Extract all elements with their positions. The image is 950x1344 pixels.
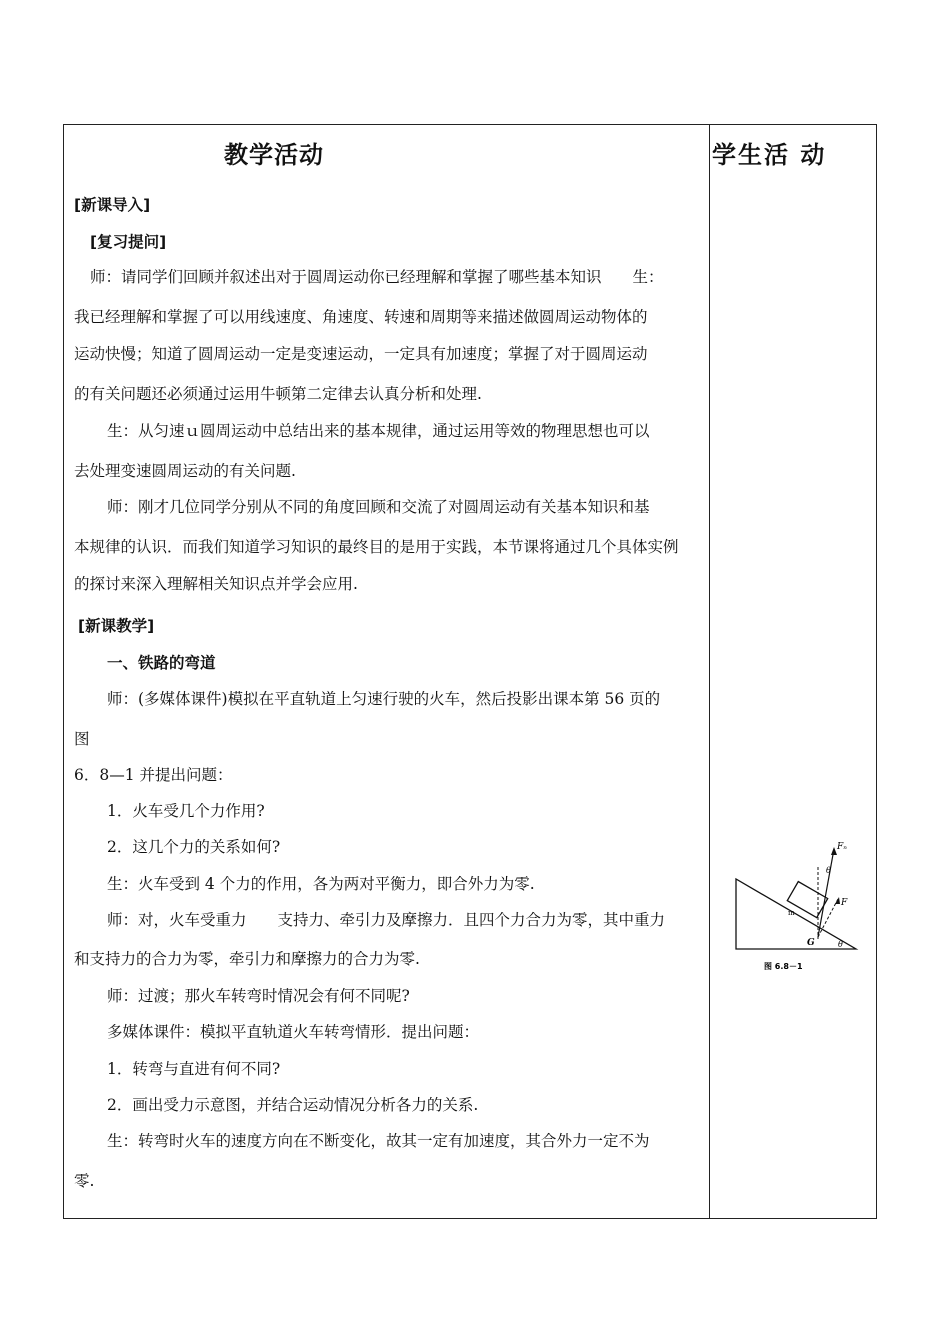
f-label: F xyxy=(841,898,848,908)
text-line: 我已经理解和掌握了可以用线速度、角速度、转速和周期等来描述做圆周运动物体的 xyxy=(74,308,648,326)
student-activity-header: 学生活 动 xyxy=(712,141,827,169)
question-item: 1．火车受几个力作用? xyxy=(107,802,265,820)
question-item: 2．画出受力示意图，并结合运动情况分析各力的关系. xyxy=(107,1096,479,1114)
text-line: 6．8—1 并提出问题： xyxy=(74,766,233,784)
text-line: 师：刚才几位同学分别从不同的角度回顾和交流了对圆周运动有关基本知识和基 xyxy=(107,498,650,516)
teaching-activity-header: 教学活动 xyxy=(224,141,324,169)
theta-angle-label: θ xyxy=(838,940,843,949)
text-line: 生：从匀速ｕ圆周运动中总结出来的基本规律，通过运用等效的物理思想也可以 xyxy=(107,422,650,440)
text-line: 的有关问题还必须通过运用牛顿第二定律去认真分析和处理. xyxy=(74,385,482,403)
section-new-lesson-intro: [新课导入] xyxy=(74,196,151,214)
normal-force-arrow xyxy=(818,849,834,937)
section-new-lesson-teaching: [新课教学] xyxy=(78,617,155,635)
theta-label: θ xyxy=(826,866,831,875)
question-item: 1．转弯与直进有何不同? xyxy=(107,1060,281,1078)
text-line: 去处理变速圆周运动的有关问题. xyxy=(74,462,296,480)
text-line: 图 xyxy=(74,730,90,748)
text-line: 零. xyxy=(74,1172,95,1190)
text-line: 生：转弯时火车的速度方向在不断变化，故其一定有加速度，其合外力一定不为 xyxy=(107,1132,650,1150)
text-line: 师：过渡；那火车转弯时情况会有何不同呢? xyxy=(107,987,410,1005)
column-divider xyxy=(709,125,710,1218)
section-railway-curve: 一、铁路的弯道 xyxy=(107,654,216,672)
text-line: 的探讨来深入理解相关知识点并学会应用. xyxy=(74,575,358,593)
section-review-questions: [复习提问] xyxy=(90,233,167,251)
g-label: G xyxy=(807,938,815,948)
fn-label: Fₙ xyxy=(837,842,847,852)
text-line: 和支持力的合力为零，牵引力和摩擦力的合力为零. xyxy=(74,950,420,968)
text-line: 运动快慢；知道了圆周运动一定是变速运动，一定具有加速度；掌握了对于圆周运动 xyxy=(74,345,648,363)
text-line: 生：火车受到 4 个力的作用，各为两对平衡力，即合外力为零. xyxy=(107,875,535,893)
figure-caption: 图 6.8－1 xyxy=(764,962,803,971)
force-diagram-figure xyxy=(734,837,874,977)
text-line: 本规律的认识．而我们知道学习知识的最终目的是用于实践，本节课将通过几个具体实例 xyxy=(74,538,679,556)
text-line: 师：对，火车受重力 支持力、牵引力及摩擦力．且四个力合力为零，其中重力 xyxy=(107,911,666,929)
text-line: 多媒体课件：模拟平直轨道火车转弯情形．提出问题： xyxy=(107,1023,480,1041)
question-item: 2．这几个力的关系如何? xyxy=(107,838,281,856)
text-line: 师：(多媒体课件)模拟在平直轨道上匀速行驶的火车，然后投影出课本第 56 页的 xyxy=(107,690,661,708)
m-label: m xyxy=(788,909,795,917)
text-line: 师：请同学们回顾并叙述出对于圆周运动你已经理解和掌握了哪些基本知识 生： xyxy=(90,268,664,286)
lesson-table xyxy=(63,124,877,1219)
